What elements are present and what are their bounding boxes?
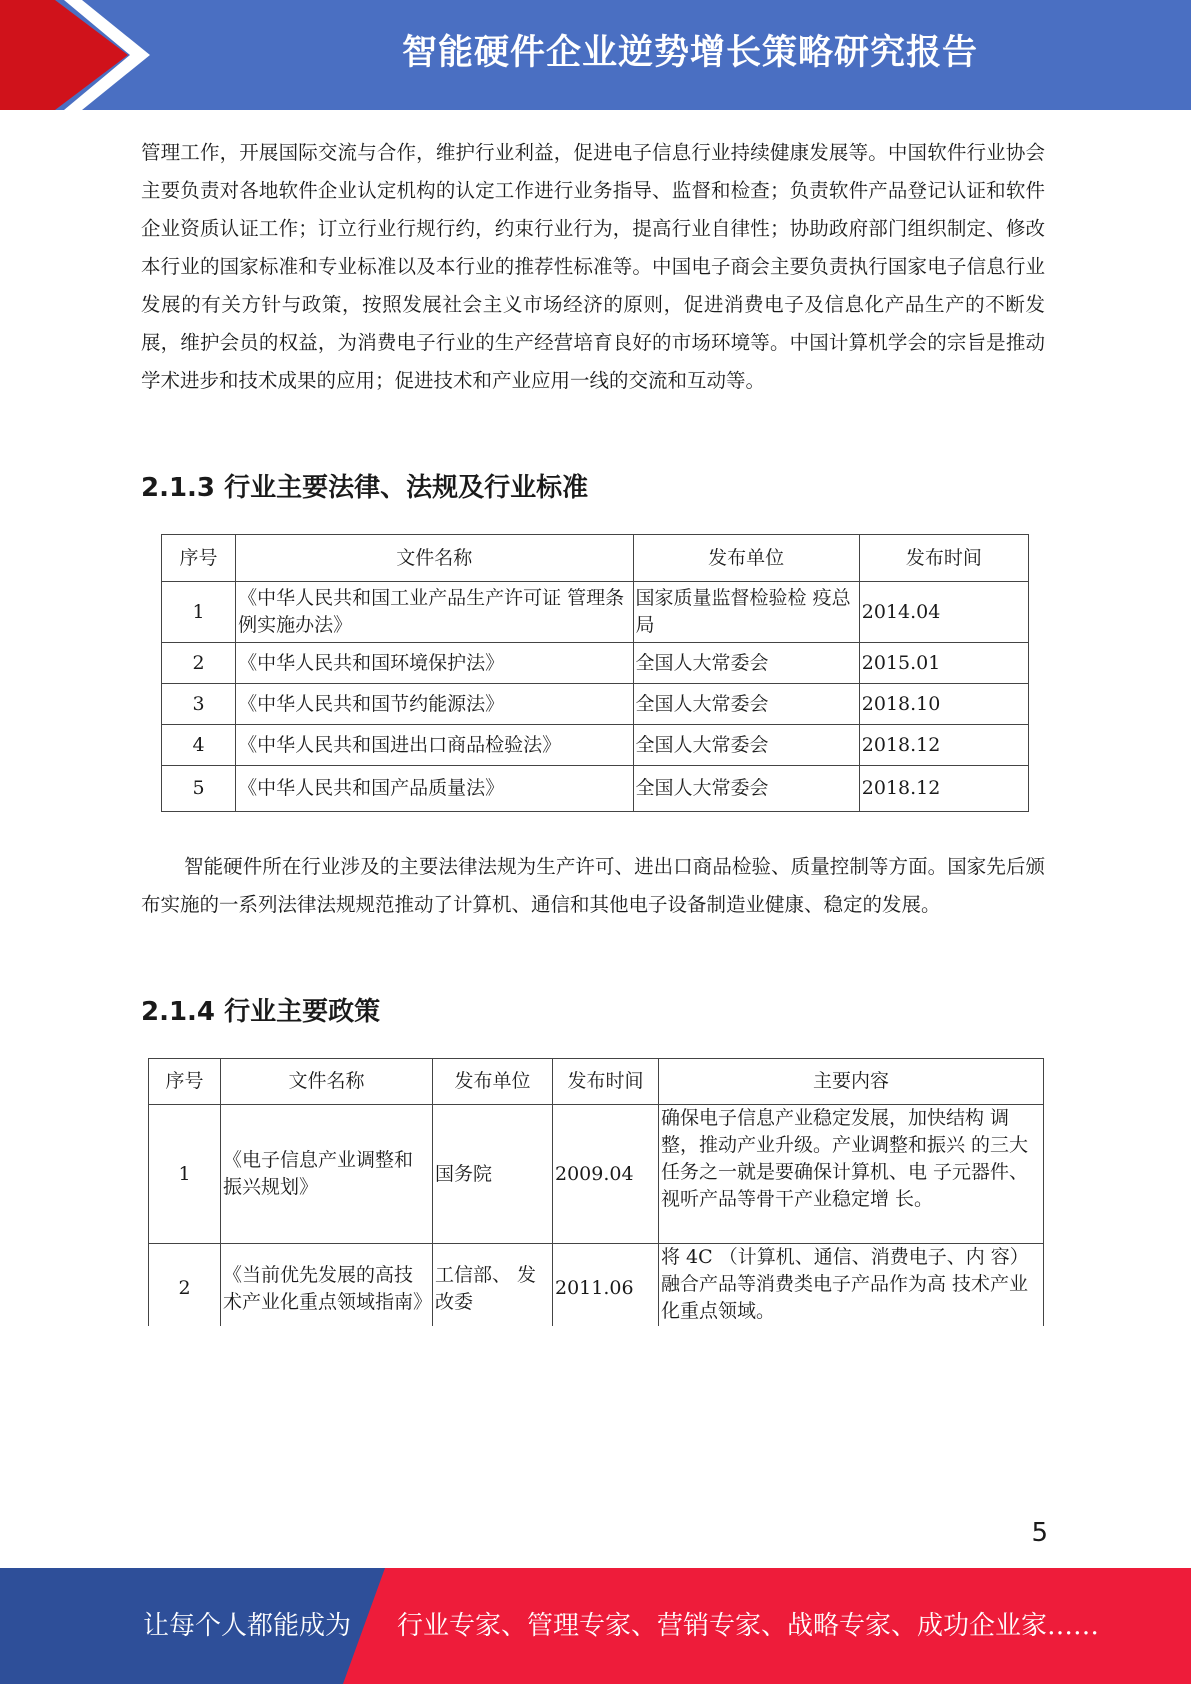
page-number: 5 [1031, 1518, 1048, 1548]
table-cell: 2 [149, 1244, 221, 1327]
report-title: 智能硬件企业逆势增长策略研究报告 [401, 33, 978, 73]
table-cell: 《中华人民共和国工业产品生产许可证 管理条例实施办法》 [236, 582, 633, 643]
table-cell: 2018.12 [859, 766, 1028, 812]
table-cell: 国家质量监督检验检 疫总局 [633, 582, 859, 643]
table-cell: 2015.01 [859, 643, 1028, 684]
laws-regulations-table [161, 534, 1029, 812]
column-header: 发布时间 [859, 535, 1028, 582]
header-arrow-decoration [0, 0, 160, 110]
table-cell: 2009.04 [553, 1105, 659, 1244]
section-heading-2-1-4: 2.1.4 行业主要政策 [141, 997, 381, 1027]
column-header: 序号 [162, 535, 236, 582]
body-paragraph-2: 智能硬件所在行业涉及的主要法律法规为生产许可、进出口商品检验、质量控制等方面。国家先后颁布实施的一系列法律法规规范推动了计算机、通信和其他电子设备制造业健康、稳定的发展。 [141, 855, 1045, 916]
footer-slogan-left: 让每个人都能成为 [143, 1611, 352, 1641]
body-paragraph-1: 管理工作，开展国际交流与合作，维护行业利益，促进电子信息行业持续健康发展等。中国软件行业协会主要负责对各地软件企业认定机构的认定工作进行业务指导、监督和检查；负责软件产品登记认证和软件企业资质认证工作；订立行业行规行约，约束行业行为，提高行业自律性；协助政府部门组织制定、修改本行业的国家标准和专业标准以及本行业的推荐性标准等。中国电子商会主要负责执行国家电子信息行业发展的有关方针与政策，按照发展社会主义市场经济的原则，促进消费电子及信息化产品生产的不断发展，维护会员的权益，为消费电子行业的生产经营培育良好的市场环境等。中国计算机学会的宗旨是推动学术进步和技术成果的应用；促进技术和产业应用一线的交流和互动等。 [141, 141, 1045, 392]
page-footer [0, 1568, 1191, 1684]
table-cell: 《电子信息产业调整和振兴规划》 [221, 1105, 433, 1244]
table-cell: 2018.10 [859, 684, 1028, 725]
table-row [162, 643, 1029, 684]
table-cell: 《中华人民共和国产品质量法》 [236, 766, 633, 812]
column-header: 发布单位 [433, 1059, 553, 1105]
table-cell: 1 [162, 582, 236, 643]
table-cell: 全国人大常委会 [633, 725, 859, 766]
table-row [162, 582, 1029, 643]
table-cell: 将 4C （计算机、通信、消费电子、内 容）融合产品等消费类电子产品作为高 技术产业化重点领域。 [659, 1244, 1044, 1327]
policies-table-wrapper [148, 1058, 1045, 1326]
page-header [0, 0, 1191, 110]
table-cell: 3 [162, 684, 236, 725]
column-header: 文件名称 [221, 1059, 433, 1105]
column-header: 发布单位 [633, 535, 859, 582]
table-cell: 全国人大常委会 [633, 643, 859, 684]
footer-slogan-right: 行业专家、管理专家、营销专家、战略专家、成功企业家…… [397, 1611, 1100, 1641]
table-cell: 确保电子信息产业稳定发展，加快结构 调整，推动产业升级。产业调整和振兴 的三大任务之一就是要确保计算机、电 子元器件、视听产品等骨干产业稳定增 长。 [659, 1105, 1044, 1244]
table-cell: 1 [149, 1105, 221, 1244]
table-cell: 《中华人民共和国环境保护法》 [236, 643, 633, 684]
table-cell: 工信部、 发改委 [433, 1244, 553, 1327]
table-row [162, 725, 1029, 766]
table-cell: 2 [162, 643, 236, 684]
section-heading-2-1-3: 2.1.3 行业主要法律、法规及行业标准 [141, 473, 589, 503]
column-header: 发布时间 [553, 1059, 659, 1105]
table-header-row [162, 535, 1029, 582]
table-cell: 4 [162, 725, 236, 766]
policies-table [148, 1058, 1044, 1326]
table-cell: 5 [162, 766, 236, 812]
table-cell: 2011.06 [553, 1244, 659, 1327]
column-header: 主要内容 [659, 1059, 1044, 1105]
table-cell: 国务院 [433, 1105, 553, 1244]
table-cell: 全国人大常委会 [633, 684, 859, 725]
table-row [162, 684, 1029, 725]
table-cell: 全国人大常委会 [633, 766, 859, 812]
table-cell: 2018.12 [859, 725, 1028, 766]
table-row [149, 1105, 1044, 1244]
table-cell: 《当前优先发展的高技术产业化重点领域指南》 [221, 1244, 433, 1327]
column-header: 序号 [149, 1059, 221, 1105]
table-cell: 2014.04 [859, 582, 1028, 643]
table-row [162, 766, 1029, 812]
table-row [149, 1244, 1044, 1327]
table-header-row [149, 1059, 1044, 1105]
column-header: 文件名称 [236, 535, 633, 582]
table-cell: 《中华人民共和国节约能源法》 [236, 684, 633, 725]
table-cell: 《中华人民共和国进出口商品检验法》 [236, 725, 633, 766]
